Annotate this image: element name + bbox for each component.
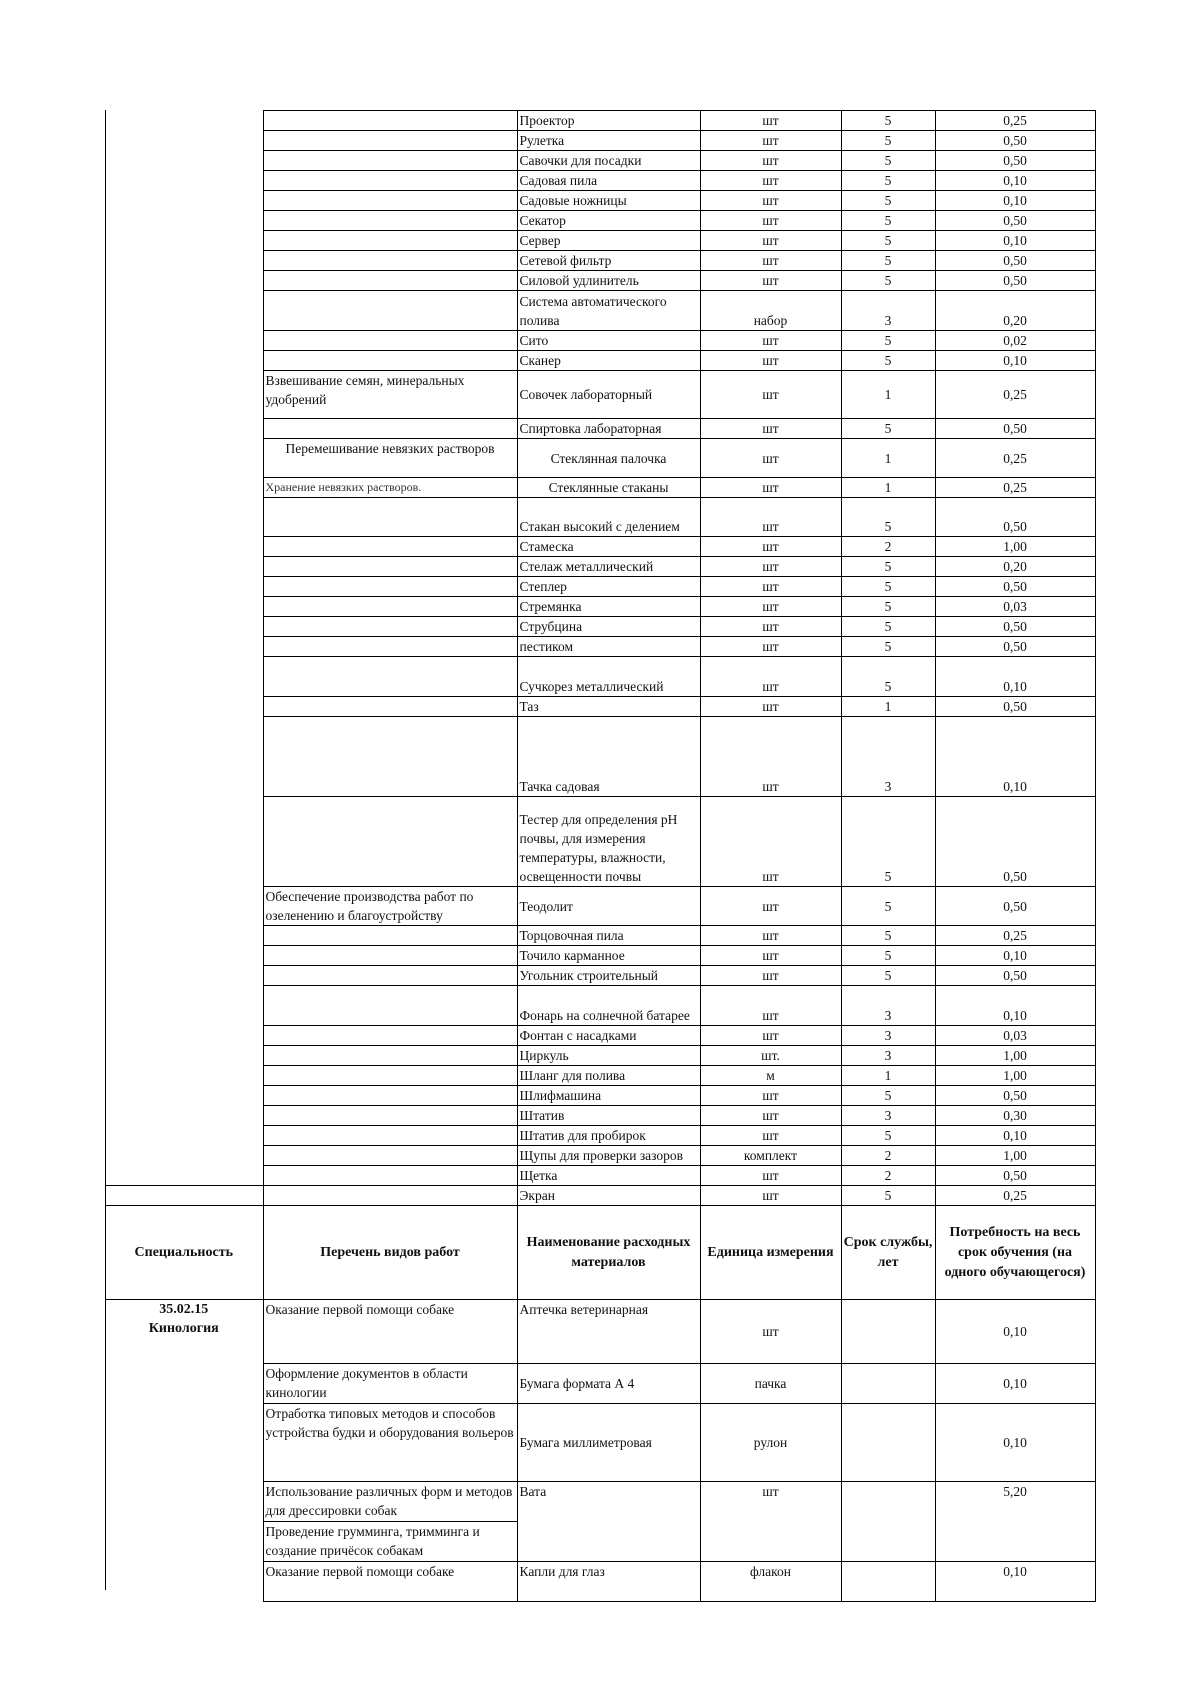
work-cell: Оказание первой помощи собаке: [263, 1300, 517, 1364]
materials-table: [105, 110, 1096, 1602]
unit-cell: шт: [700, 151, 841, 171]
unit-cell: комплект: [700, 1146, 841, 1166]
table-row: [105, 171, 1095, 191]
life-cell: 1: [841, 439, 935, 478]
need-cell: 0,10: [935, 657, 1095, 697]
unit-cell: шт: [700, 1482, 841, 1562]
table-row: [105, 537, 1095, 557]
work-cell: [263, 597, 517, 617]
item-cell: Бумага формата А 4: [517, 1364, 700, 1404]
life-cell: 5: [841, 657, 935, 697]
unit-cell: шт: [700, 697, 841, 717]
need-cell: 0,25: [935, 371, 1095, 419]
work-cell: [263, 251, 517, 271]
work-cell: Оказание первой помощи собаке: [263, 1562, 517, 1602]
life-cell: 5: [841, 1126, 935, 1146]
life-cell: 5: [841, 946, 935, 966]
work-cell: [263, 697, 517, 717]
table-row: [105, 966, 1095, 986]
unit-cell: шт: [700, 498, 841, 537]
life-cell: 5: [841, 351, 935, 371]
unit-cell: шт: [700, 597, 841, 617]
table-row: [105, 1126, 1095, 1146]
work-cell: [263, 271, 517, 291]
need-cell: 0,50: [935, 637, 1095, 657]
table-row: [105, 1106, 1095, 1126]
work-cell: [263, 1066, 517, 1086]
life-cell: 5: [841, 419, 935, 439]
item-cell: Фонарь на солнечной батарее: [517, 986, 700, 1026]
item-cell: Аптечка ветеринарная: [517, 1300, 700, 1364]
unit-cell: шт: [700, 231, 841, 251]
life-cell: 2: [841, 1146, 935, 1166]
item-cell: Проектор: [517, 111, 700, 131]
unit-cell: шт: [700, 887, 841, 926]
specialty-name: Кинология: [148, 1321, 219, 1336]
item-cell: Стеклянная палочка: [517, 439, 700, 478]
item-cell: Бумага миллиметровая: [517, 1404, 700, 1482]
unit-cell: шт: [700, 1300, 841, 1364]
need-cell: 0,50: [935, 887, 1095, 926]
unit-cell: шт: [700, 637, 841, 657]
life-cell: [841, 1364, 935, 1404]
work-cell: [263, 1166, 517, 1186]
table-row: [105, 697, 1095, 717]
life-cell: 5: [841, 617, 935, 637]
work-cell: [263, 231, 517, 251]
table-row: [105, 657, 1095, 697]
need-cell: 0,50: [935, 1086, 1095, 1106]
work-cell: [263, 926, 517, 946]
unit-cell: шт: [700, 617, 841, 637]
unit-cell: шт: [700, 926, 841, 946]
table-row: [105, 1186, 1095, 1206]
work-cell: [263, 151, 517, 171]
need-cell: 0,50: [935, 151, 1095, 171]
work-cell: Взвешивание семян, минеральных удобрений: [263, 371, 517, 419]
work-cell: Хранение невязких растворов.: [263, 478, 517, 498]
need-cell: 0,10: [935, 1300, 1095, 1364]
item-cell: Струбцина: [517, 617, 700, 637]
life-cell: 5: [841, 151, 935, 171]
work-cell: [263, 1126, 517, 1146]
table-row: [105, 351, 1095, 371]
header-spec: Специальность: [105, 1206, 263, 1300]
need-cell: 5,20: [935, 1482, 1095, 1562]
unit-cell: пачка: [700, 1364, 841, 1404]
life-cell: 5: [841, 797, 935, 887]
table-row: [105, 498, 1095, 537]
item-cell: Система автоматического полива: [517, 291, 700, 331]
item-cell: Щетка: [517, 1166, 700, 1186]
header-row: [105, 1206, 1095, 1300]
need-cell: 0,25: [935, 439, 1095, 478]
item-cell: Экран: [517, 1186, 700, 1206]
item-cell: Садовые ножницы: [517, 191, 700, 211]
item-cell: Сетевой фильтр: [517, 251, 700, 271]
work-cell: [263, 211, 517, 231]
need-cell: 0,50: [935, 419, 1095, 439]
work-cell: [263, 537, 517, 557]
work-cell: Отработка типовых методов и способов устройства будки и оборудования вольеров: [263, 1404, 517, 1482]
specialty-code: 35.02.15: [159, 1302, 209, 1317]
unit-cell: шт: [700, 419, 841, 439]
work-cell: Проведение грумминга, тримминга и создание причёсок собакам: [263, 1522, 517, 1562]
need-cell: 0,50: [935, 271, 1095, 291]
work-cell: [263, 657, 517, 697]
need-cell: 0,10: [935, 946, 1095, 966]
item-cell: Стремянка: [517, 597, 700, 617]
life-cell: 5: [841, 231, 935, 251]
unit-cell: шт: [700, 171, 841, 191]
work-cell: [263, 557, 517, 577]
item-cell: пестиком: [517, 637, 700, 657]
table-row: [105, 717, 1095, 797]
need-cell: 0,10: [935, 191, 1095, 211]
life-cell: 5: [841, 557, 935, 577]
life-cell: 1: [841, 371, 935, 419]
life-cell: 5: [841, 1186, 935, 1206]
item-cell: Степлер: [517, 577, 700, 597]
item-cell: Сучкорез металлический: [517, 657, 700, 697]
work-cell: Обеспечение производства работ по озеленению и благоустройству: [263, 887, 517, 926]
table-row: [105, 151, 1095, 171]
unit-cell: шт.: [700, 1046, 841, 1066]
unit-cell: флакон: [700, 1562, 841, 1602]
work-cell: [263, 946, 517, 966]
work-cell: Перемешивание невязких растворов: [263, 439, 517, 478]
life-cell: 5: [841, 271, 935, 291]
need-cell: 0,02: [935, 331, 1095, 351]
life-cell: 2: [841, 1166, 935, 1186]
table-row: [105, 797, 1095, 887]
item-cell: Шланг для полива: [517, 1066, 700, 1086]
work-cell: [263, 171, 517, 191]
unit-cell: шт: [700, 717, 841, 797]
life-cell: 5: [841, 597, 935, 617]
need-cell: 0,50: [935, 211, 1095, 231]
life-cell: 5: [841, 211, 935, 231]
unit-cell: шт: [700, 271, 841, 291]
unit-cell: шт: [700, 1126, 841, 1146]
item-cell: Силовой удлинитель: [517, 271, 700, 291]
work-cell: [263, 717, 517, 797]
need-cell: 0,50: [935, 251, 1095, 271]
table-row: [105, 211, 1095, 231]
unit-cell: шт: [700, 191, 841, 211]
item-cell: Капли для глаз: [517, 1562, 700, 1602]
table-row: [105, 1086, 1095, 1106]
table-row: [105, 926, 1095, 946]
item-cell: Савочки для посадки: [517, 151, 700, 171]
work-cell: [263, 1026, 517, 1046]
unit-cell: шт: [700, 557, 841, 577]
life-cell: [841, 1562, 935, 1602]
need-cell: 1,00: [935, 537, 1095, 557]
item-cell: Таз: [517, 697, 700, 717]
item-cell: Сканер: [517, 351, 700, 371]
work-cell: [263, 131, 517, 151]
need-cell: 0,10: [935, 171, 1095, 191]
need-cell: 0,10: [935, 717, 1095, 797]
need-cell: 1,00: [935, 1146, 1095, 1166]
need-cell: 0,10: [935, 1364, 1095, 1404]
work-cell: [263, 191, 517, 211]
item-cell: Циркуль: [517, 1046, 700, 1066]
table-row: [105, 231, 1095, 251]
need-cell: 0,25: [935, 926, 1095, 946]
unit-cell: шт: [700, 657, 841, 697]
life-cell: 5: [841, 251, 935, 271]
life-cell: 5: [841, 111, 935, 131]
table-row: [105, 291, 1095, 331]
work-cell: [263, 498, 517, 537]
unit-cell: набор: [700, 291, 841, 331]
unit-cell: шт: [700, 797, 841, 887]
work-cell: [263, 986, 517, 1026]
life-cell: 5: [841, 131, 935, 151]
item-cell: Тачка садовая: [517, 717, 700, 797]
need-cell: 0,10: [935, 986, 1095, 1026]
item-cell: Стамеска: [517, 537, 700, 557]
item-cell: Торцовочная пила: [517, 926, 700, 946]
need-cell: 0,25: [935, 478, 1095, 498]
table-row: [105, 1026, 1095, 1046]
unit-cell: шт: [700, 439, 841, 478]
unit-cell: шт: [700, 251, 841, 271]
need-cell: 0,50: [935, 697, 1095, 717]
item-cell: Садовая пила: [517, 171, 700, 191]
item-cell: Сервер: [517, 231, 700, 251]
item-cell: Стакан высокий с делением: [517, 498, 700, 537]
need-cell: 0,10: [935, 1404, 1095, 1482]
unit-cell: шт: [700, 577, 841, 597]
need-cell: 0,30: [935, 1106, 1095, 1126]
unit-cell: шт: [700, 211, 841, 231]
life-cell: 3: [841, 717, 935, 797]
header-unit: Единица измерения: [700, 1206, 841, 1300]
header-need: Потребность на весь срок обучения (на одного обучающегося): [935, 1206, 1095, 1300]
work-cell: [263, 1046, 517, 1066]
unit-cell: шт: [700, 1166, 841, 1186]
table-row: [105, 478, 1095, 498]
life-cell: 3: [841, 1106, 935, 1126]
life-cell: 3: [841, 1046, 935, 1066]
life-cell: 5: [841, 498, 935, 537]
work-cell: [263, 966, 517, 986]
table-row: [105, 887, 1095, 926]
work-cell: [263, 1106, 517, 1126]
header-life: Срок службы, лет: [841, 1206, 935, 1300]
life-cell: 3: [841, 291, 935, 331]
table-row: [105, 597, 1095, 617]
work-cell: [263, 637, 517, 657]
unit-cell: шт: [700, 966, 841, 986]
unit-cell: шт: [700, 351, 841, 371]
unit-cell: шт: [700, 478, 841, 498]
item-cell: Совочек лабораторный: [517, 371, 700, 419]
item-cell: Сито: [517, 331, 700, 351]
unit-cell: шт: [700, 371, 841, 419]
need-cell: 0,50: [935, 577, 1095, 597]
item-cell: Стеклянные стаканы: [517, 478, 700, 498]
work-cell: [263, 617, 517, 637]
life-cell: 3: [841, 986, 935, 1026]
item-cell: Рулетка: [517, 131, 700, 151]
need-cell: 0,10: [935, 1562, 1095, 1602]
table-row: [105, 1066, 1095, 1086]
item-cell: Секатор: [517, 211, 700, 231]
table-row: [105, 617, 1095, 637]
work-cell: [263, 351, 517, 371]
table-row: [105, 271, 1095, 291]
need-cell: 1,00: [935, 1046, 1095, 1066]
need-cell: 0,50: [935, 966, 1095, 986]
unit-cell: шт: [700, 111, 841, 131]
need-cell: 0,50: [935, 131, 1095, 151]
need-cell: 0,03: [935, 1026, 1095, 1046]
work-cell: [263, 1146, 517, 1166]
table-row: [105, 331, 1095, 351]
life-cell: 5: [841, 887, 935, 926]
table-row: [105, 1300, 1095, 1364]
need-cell: 0,50: [935, 797, 1095, 887]
need-cell: 0,03: [935, 597, 1095, 617]
work-cell: [263, 1086, 517, 1106]
table-row: [105, 946, 1095, 966]
need-cell: 0,25: [935, 1186, 1095, 1206]
work-cell: [263, 111, 517, 131]
item-cell: Вата: [517, 1482, 700, 1562]
unit-cell: рулон: [700, 1404, 841, 1482]
life-cell: 5: [841, 191, 935, 211]
need-cell: 0,10: [935, 351, 1095, 371]
unit-cell: шт: [700, 1026, 841, 1046]
item-cell: Шлифмашина: [517, 1086, 700, 1106]
item-cell: Штатив: [517, 1106, 700, 1126]
table-row: [105, 371, 1095, 419]
unit-cell: шт: [700, 537, 841, 557]
item-cell: Щупы для проверки зазоров: [517, 1146, 700, 1166]
table-row: [105, 191, 1095, 211]
life-cell: 5: [841, 331, 935, 351]
item-cell: Стелаж металлический: [517, 557, 700, 577]
life-cell: 5: [841, 637, 935, 657]
unit-cell: шт: [700, 1106, 841, 1126]
need-cell: 0,10: [935, 231, 1095, 251]
unit-cell: шт: [700, 331, 841, 351]
life-cell: 2: [841, 537, 935, 557]
item-cell: Точило карманное: [517, 946, 700, 966]
table-row: [105, 1046, 1095, 1066]
work-cell: [263, 797, 517, 887]
table-row: [105, 637, 1095, 657]
life-cell: [841, 1482, 935, 1562]
header-works: Перечень видов работ: [263, 1206, 517, 1300]
need-cell: 1,00: [935, 1066, 1095, 1086]
unit-cell: м: [700, 1066, 841, 1086]
life-cell: [841, 1404, 935, 1482]
work-cell: [263, 577, 517, 597]
table-row: [105, 439, 1095, 478]
table-row: [105, 419, 1095, 439]
specialty-cell: [105, 1300, 263, 1602]
item-cell: Штатив для пробирок: [517, 1126, 700, 1146]
work-cell: Использование различных форм и методов для дрессировки собак: [263, 1482, 517, 1522]
unit-cell: шт: [700, 986, 841, 1026]
life-cell: 5: [841, 577, 935, 597]
item-cell: Тестер для определения pH почвы, для измерения температуры, влажности, освещенности почвы: [517, 797, 700, 887]
table-row: [105, 577, 1095, 597]
need-cell: 0,20: [935, 291, 1095, 331]
table-row: [105, 986, 1095, 1026]
life-cell: 3: [841, 1026, 935, 1046]
work-cell: Оформление документов в области кинологии: [263, 1364, 517, 1404]
life-cell: 5: [841, 171, 935, 191]
work-cell: [263, 419, 517, 439]
need-cell: 0,50: [935, 617, 1095, 637]
life-cell: 5: [841, 966, 935, 986]
table-row: [105, 251, 1095, 271]
life-cell: [841, 1300, 935, 1364]
table-row: [105, 557, 1095, 577]
unit-cell: шт: [700, 1086, 841, 1106]
table-row: [105, 131, 1095, 151]
work-cell: [263, 331, 517, 351]
unit-cell: шт: [700, 131, 841, 151]
life-cell: 1: [841, 697, 935, 717]
item-cell: Спиртовка лабораторная: [517, 419, 700, 439]
unit-cell: шт: [700, 946, 841, 966]
header-materials: Наименование расходных материалов: [517, 1206, 700, 1300]
work-cell: [263, 291, 517, 331]
need-cell: 0,10: [935, 1126, 1095, 1146]
item-cell: Фонтан с насадками: [517, 1026, 700, 1046]
life-cell: 5: [841, 926, 935, 946]
item-cell: Угольник строительный: [517, 966, 700, 986]
table-row: [105, 1166, 1095, 1186]
unit-cell: шт: [700, 1186, 841, 1206]
work-cell: [263, 1186, 517, 1206]
item-cell: Теодолит: [517, 887, 700, 926]
need-cell: 0,25: [935, 111, 1095, 131]
table-row: [105, 111, 1095, 131]
need-cell: 0,50: [935, 1166, 1095, 1186]
need-cell: 0,20: [935, 557, 1095, 577]
table-row: [105, 1146, 1095, 1166]
need-cell: 0,50: [935, 498, 1095, 537]
life-cell: 5: [841, 1086, 935, 1106]
life-cell: 1: [841, 1066, 935, 1086]
life-cell: 1: [841, 478, 935, 498]
